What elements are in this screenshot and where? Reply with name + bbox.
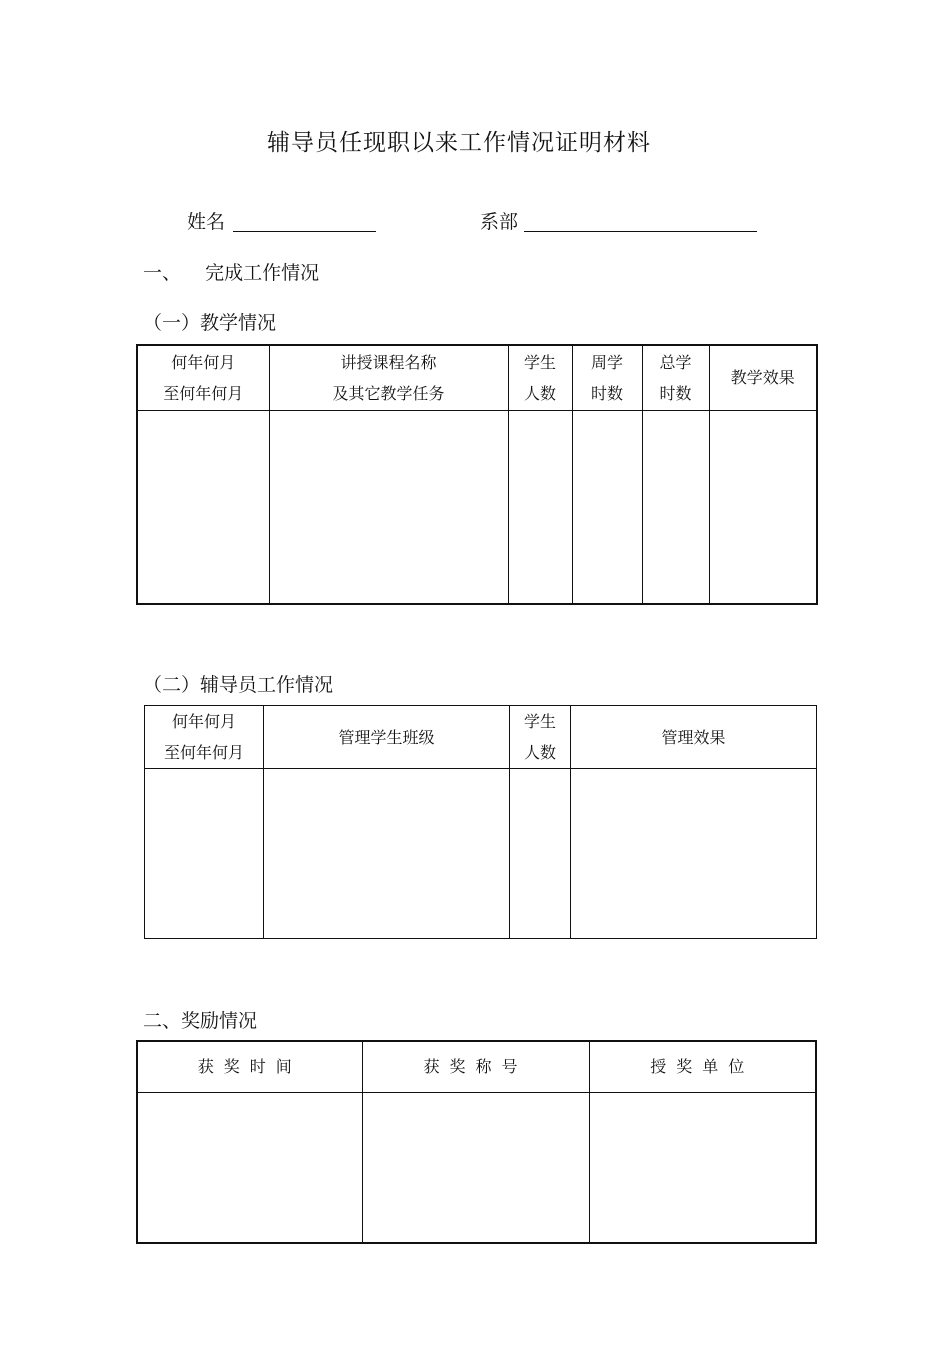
entry-cell[interactable] xyxy=(709,410,817,604)
header-cell-award-issuer: 授奖单位 xyxy=(589,1041,816,1092)
entry-cell[interactable] xyxy=(362,1092,589,1243)
header-cell-student-count: 学生 人数 xyxy=(508,345,572,410)
name-label: 姓名 xyxy=(187,211,226,233)
header-cell-course: 讲授课程名称 及其它教学任务 xyxy=(269,345,508,410)
entry-cell[interactable] xyxy=(269,410,508,604)
section1-heading: 一、 完成工作情况 xyxy=(143,262,320,284)
header-cell-period: 何年何月 至何年何月 xyxy=(145,706,264,769)
page-title: 辅导员任现职以来工作情况证明材料 xyxy=(267,130,651,156)
department-input-line[interactable] xyxy=(524,231,757,232)
entry-cell[interactable] xyxy=(510,769,571,939)
entry-cell[interactable] xyxy=(642,410,709,604)
counselor-table xyxy=(144,705,817,939)
entry-cell[interactable] xyxy=(508,410,572,604)
header-cell-classes: 管理学生班级 xyxy=(264,706,510,769)
awards-header-row xyxy=(137,1041,816,1092)
header-cell-teaching-effect: 教学效果 xyxy=(709,345,817,410)
teaching-entry-row xyxy=(137,410,817,604)
department-label: 系部 xyxy=(480,211,519,233)
header-cell-student-count: 学生 人数 xyxy=(510,706,571,769)
header-cell-award-title: 获奖称号 xyxy=(362,1041,589,1092)
header-cell-period: 何年何月 至何年何月 xyxy=(137,345,269,410)
entry-cell[interactable] xyxy=(145,769,264,939)
counselor-subheading: （二）辅导员工作情况 xyxy=(143,674,334,696)
header-cell-total-hours: 总学 时数 xyxy=(642,345,709,410)
entry-cell[interactable] xyxy=(137,1092,362,1243)
entry-cell[interactable] xyxy=(264,769,510,939)
awards-table xyxy=(136,1040,817,1244)
entry-cell[interactable] xyxy=(589,1092,816,1243)
teaching-header-row xyxy=(137,345,817,410)
counselor-header-row xyxy=(145,706,817,769)
awards-heading: 二、奖励情况 xyxy=(143,1010,258,1032)
entry-cell[interactable] xyxy=(137,410,269,604)
teaching-table xyxy=(136,344,818,605)
header-cell-award-time: 获奖时间 xyxy=(137,1041,362,1092)
teaching-subheading: （一）教学情况 xyxy=(143,312,277,334)
name-input-line[interactable] xyxy=(233,231,376,232)
counselor-entry-row xyxy=(145,769,817,939)
awards-entry-row xyxy=(137,1092,816,1243)
header-cell-management-effect: 管理效果 xyxy=(571,706,817,769)
entry-cell[interactable] xyxy=(572,410,642,604)
header-cell-weekly-hours: 周学 时数 xyxy=(572,345,642,410)
entry-cell[interactable] xyxy=(571,769,817,939)
